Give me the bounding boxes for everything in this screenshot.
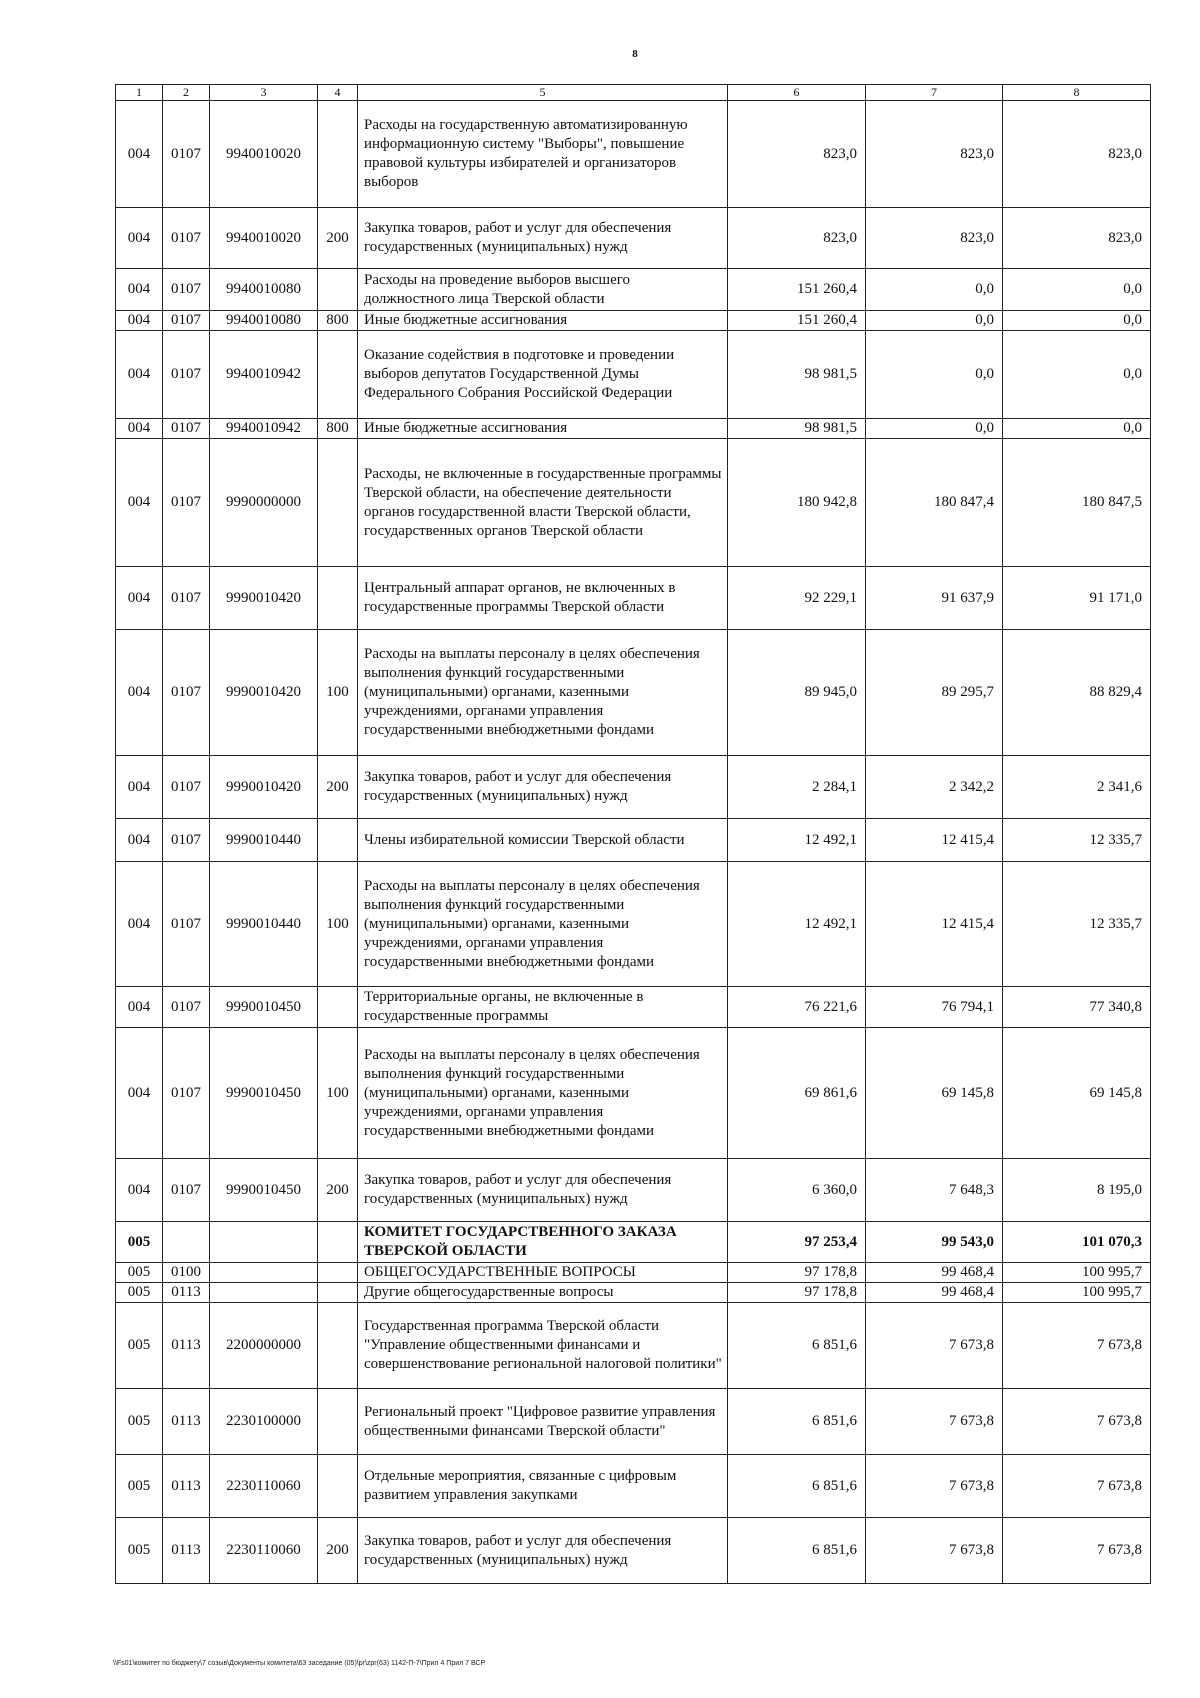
table-body <box>116 101 1151 1584</box>
description-cell: ОБЩЕГОСУДАРСТВЕННЫЕ ВОПРОСЫ <box>358 1263 728 1283</box>
table-row <box>116 756 1151 819</box>
section-code-cell: 0107 <box>163 630 210 756</box>
amount-year2-cell: 0,0 <box>866 331 1003 419</box>
section-code-cell: 0107 <box>163 439 210 567</box>
description-cell: Отдельные мероприятия, связанные с цифровым развитием управления закупками <box>358 1455 728 1518</box>
target-article-cell: 9990010450 <box>210 1028 318 1159</box>
expense-type-cell: 800 <box>318 419 358 439</box>
section-code-cell: 0107 <box>163 331 210 419</box>
ministry-code-cell: 004 <box>116 1028 163 1159</box>
target-article-cell: 9940010020 <box>210 208 318 269</box>
table-row <box>116 1263 1151 1283</box>
description-cell: Закупка товаров, работ и услуг для обеспечения государственных (муниципальных) нужд <box>358 1159 728 1222</box>
target-article-cell: 2230110060 <box>210 1455 318 1518</box>
ministry-code-cell: 004 <box>116 331 163 419</box>
expense-type-cell: 200 <box>318 1518 358 1584</box>
table-row <box>116 819 1151 862</box>
table-row <box>116 1159 1151 1222</box>
target-article-cell: 9990010450 <box>210 987 318 1028</box>
ministry-code-cell: 004 <box>116 419 163 439</box>
ministry-code-cell: 005 <box>116 1222 163 1263</box>
expense-type-cell: 200 <box>318 1159 358 1222</box>
amount-year3-cell: 88 829,4 <box>1003 630 1151 756</box>
expense-type-cell: 100 <box>318 1028 358 1159</box>
amount-year3-cell: 2 341,6 <box>1003 756 1151 819</box>
amount-year1-cell: 97 253,4 <box>728 1222 866 1263</box>
section-code-cell: 0113 <box>163 1303 210 1389</box>
column-header: 7 <box>866 85 1003 101</box>
amount-year3-cell: 7 673,8 <box>1003 1303 1151 1389</box>
expense-type-cell <box>318 331 358 419</box>
column-header: 3 <box>210 85 318 101</box>
ministry-code-cell: 004 <box>116 756 163 819</box>
description-cell: Другие общегосударственные вопросы <box>358 1283 728 1303</box>
amount-year1-cell: 76 221,6 <box>728 987 866 1028</box>
section-code-cell: 0107 <box>163 269 210 311</box>
table-row <box>116 1283 1151 1303</box>
section-code-cell: 0113 <box>163 1283 210 1303</box>
target-article-cell: 9990010440 <box>210 819 318 862</box>
ministry-code-cell: 004 <box>116 311 163 331</box>
table-row <box>116 331 1151 419</box>
amount-year1-cell: 180 942,8 <box>728 439 866 567</box>
target-article-cell: 9990010420 <box>210 567 318 630</box>
section-code-cell <box>163 1222 210 1263</box>
amount-year2-cell: 7 648,3 <box>866 1159 1003 1222</box>
amount-year2-cell: 180 847,4 <box>866 439 1003 567</box>
page-number: 8 <box>632 48 638 60</box>
table-row <box>116 1303 1151 1389</box>
description-cell: Закупка товаров, работ и услуг для обеспечения государственных (муниципальных) нужд <box>358 208 728 269</box>
expense-type-cell <box>318 1283 358 1303</box>
amount-year1-cell: 6 851,6 <box>728 1455 866 1518</box>
section-code-cell: 0107 <box>163 567 210 630</box>
amount-year3-cell: 91 171,0 <box>1003 567 1151 630</box>
description-cell: Расходы на выплаты персоналу в целях обеспечения выполнения функций государственными (муниципальными) органами, казенными учреждениями, органами управления государственными внебюджетными фондами <box>358 862 728 987</box>
description-cell: Иные бюджетные ассигнования <box>358 419 728 439</box>
amount-year1-cell: 89 945,0 <box>728 630 866 756</box>
expense-type-cell <box>318 1263 358 1283</box>
section-code-cell: 0107 <box>163 311 210 331</box>
description-cell: Члены избирательной комиссии Тверской области <box>358 819 728 862</box>
amount-year2-cell: 7 673,8 <box>866 1518 1003 1584</box>
amount-year3-cell: 100 995,7 <box>1003 1283 1151 1303</box>
expense-type-cell: 200 <box>318 756 358 819</box>
target-article-cell: 2230100000 <box>210 1389 318 1455</box>
column-header: 4 <box>318 85 358 101</box>
amount-year2-cell: 7 673,8 <box>866 1389 1003 1455</box>
target-article-cell: 9940010942 <box>210 331 318 419</box>
amount-year1-cell: 6 851,6 <box>728 1518 866 1584</box>
expense-type-cell <box>318 1222 358 1263</box>
amount-year2-cell: 0,0 <box>866 419 1003 439</box>
table-row <box>116 208 1151 269</box>
section-code-cell: 0107 <box>163 819 210 862</box>
table-row <box>116 311 1151 331</box>
ministry-code-cell: 005 <box>116 1283 163 1303</box>
description-cell: Расходы на выплаты персоналу в целях обеспечения выполнения функций государственными (муниципальными) органами, казенными учреждениями, органами управления государственными внебюджетными фондами <box>358 630 728 756</box>
amount-year1-cell: 2 284,1 <box>728 756 866 819</box>
amount-year3-cell: 12 335,7 <box>1003 819 1151 862</box>
amount-year3-cell: 77 340,8 <box>1003 987 1151 1028</box>
amount-year2-cell: 89 295,7 <box>866 630 1003 756</box>
section-code-cell: 0107 <box>163 419 210 439</box>
amount-year1-cell: 6 851,6 <box>728 1389 866 1455</box>
amount-year2-cell: 0,0 <box>866 311 1003 331</box>
amount-year3-cell: 0,0 <box>1003 331 1151 419</box>
section-code-cell: 0107 <box>163 862 210 987</box>
table-row <box>116 567 1151 630</box>
table-row <box>116 862 1151 987</box>
target-article-cell: 2200000000 <box>210 1303 318 1389</box>
section-code-cell: 0107 <box>163 987 210 1028</box>
section-code-cell: 0100 <box>163 1263 210 1283</box>
amount-year3-cell: 0,0 <box>1003 311 1151 331</box>
target-article-cell: 9990010420 <box>210 756 318 819</box>
column-header: 1 <box>116 85 163 101</box>
amount-year1-cell: 69 861,6 <box>728 1028 866 1159</box>
amount-year1-cell: 6 851,6 <box>728 1303 866 1389</box>
expense-type-cell: 200 <box>318 208 358 269</box>
amount-year3-cell: 100 995,7 <box>1003 1263 1151 1283</box>
amount-year2-cell: 823,0 <box>866 208 1003 269</box>
amount-year1-cell: 92 229,1 <box>728 567 866 630</box>
amount-year2-cell: 12 415,4 <box>866 819 1003 862</box>
amount-year3-cell: 12 335,7 <box>1003 862 1151 987</box>
expense-type-cell <box>318 101 358 208</box>
target-article-cell: 9940010020 <box>210 101 318 208</box>
amount-year3-cell: 7 673,8 <box>1003 1518 1151 1584</box>
ministry-code-cell: 005 <box>116 1455 163 1518</box>
ministry-code-cell: 004 <box>116 567 163 630</box>
target-article-cell <box>210 1283 318 1303</box>
amount-year2-cell: 823,0 <box>866 101 1003 208</box>
amount-year2-cell: 99 543,0 <box>866 1222 1003 1263</box>
table-row <box>116 101 1151 208</box>
amount-year2-cell: 76 794,1 <box>866 987 1003 1028</box>
description-cell: Расходы на выплаты персоналу в целях обеспечения выполнения функций государственными (муниципальными) органами, казенными учреждениями, органами управления государственными внебюджетными фондами <box>358 1028 728 1159</box>
section-code-cell: 0107 <box>163 1028 210 1159</box>
ministry-code-cell: 004 <box>116 862 163 987</box>
amount-year1-cell: 98 981,5 <box>728 331 866 419</box>
amount-year3-cell: 0,0 <box>1003 269 1151 311</box>
amount-year2-cell: 99 468,4 <box>866 1283 1003 1303</box>
target-article-cell: 9990010420 <box>210 630 318 756</box>
target-article-cell: 9990010450 <box>210 1159 318 1222</box>
amount-year3-cell: 180 847,5 <box>1003 439 1151 567</box>
amount-year3-cell: 823,0 <box>1003 208 1151 269</box>
amount-year1-cell: 97 178,8 <box>728 1283 866 1303</box>
target-article-cell: 9940010080 <box>210 311 318 331</box>
ministry-code-cell: 005 <box>116 1389 163 1455</box>
amount-year1-cell: 12 492,1 <box>728 819 866 862</box>
table-row <box>116 1389 1151 1455</box>
ministry-code-cell: 004 <box>116 630 163 756</box>
expense-type-cell <box>318 819 358 862</box>
amount-year3-cell: 7 673,8 <box>1003 1455 1151 1518</box>
target-article-cell <box>210 1263 318 1283</box>
column-header: 2 <box>163 85 210 101</box>
table-row <box>116 630 1151 756</box>
description-cell: Расходы на проведение выборов высшего должностного лица Тверской области <box>358 269 728 311</box>
description-cell: Центральный аппарат органов, не включенных в государственные программы Тверской области <box>358 567 728 630</box>
table-row <box>116 439 1151 567</box>
amount-year1-cell: 98 981,5 <box>728 419 866 439</box>
column-number-row <box>116 85 1151 101</box>
column-header: 8 <box>1003 85 1151 101</box>
section-code-cell: 0113 <box>163 1389 210 1455</box>
target-article-cell <box>210 1222 318 1263</box>
ministry-code-cell: 004 <box>116 987 163 1028</box>
amount-year3-cell: 8 195,0 <box>1003 1159 1151 1222</box>
amount-year2-cell: 7 673,8 <box>866 1303 1003 1389</box>
section-code-cell: 0113 <box>163 1518 210 1584</box>
ministry-code-cell: 004 <box>116 269 163 311</box>
expense-type-cell: 100 <box>318 862 358 987</box>
table-row <box>116 1455 1151 1518</box>
target-article-cell: 9990010440 <box>210 862 318 987</box>
expense-type-cell: 800 <box>318 311 358 331</box>
amount-year2-cell: 7 673,8 <box>866 1455 1003 1518</box>
expense-type-cell <box>318 1303 358 1389</box>
expense-type-cell: 100 <box>318 630 358 756</box>
file-path-footer: \\Fs01\комитет по бюджету\7 созыв\Документы комитета\63 заседание (05)\pr\zpr(63) 1142-П-7\Прил 4 Прил 7 ВСР <box>113 1660 486 1667</box>
column-header: 6 <box>728 85 866 101</box>
amount-year3-cell: 823,0 <box>1003 101 1151 208</box>
amount-year1-cell: 6 360,0 <box>728 1159 866 1222</box>
amount-year3-cell: 69 145,8 <box>1003 1028 1151 1159</box>
description-cell: Закупка товаров, работ и услуг для обеспечения государственных (муниципальных) нужд <box>358 1518 728 1584</box>
amount-year2-cell: 69 145,8 <box>866 1028 1003 1159</box>
expense-type-cell <box>318 439 358 567</box>
ministry-code-cell: 004 <box>116 208 163 269</box>
ministry-code-cell: 004 <box>116 101 163 208</box>
description-cell: Расходы, не включенные в государственные программы Тверской области, на обеспечение деятельности органов государственной власти Тверской области, государственных органов Тверской области <box>358 439 728 567</box>
description-cell: КОМИТЕТ ГОСУДАРСТВЕННОГО ЗАКАЗА ТВЕРСКОЙ ОБЛАСТИ <box>358 1222 728 1263</box>
amount-year1-cell: 823,0 <box>728 208 866 269</box>
ministry-code-cell: 005 <box>116 1303 163 1389</box>
table-row <box>116 1028 1151 1159</box>
amount-year1-cell: 97 178,8 <box>728 1263 866 1283</box>
target-article-cell: 9940010942 <box>210 419 318 439</box>
target-article-cell: 9990000000 <box>210 439 318 567</box>
table-row <box>116 1222 1151 1263</box>
ministry-code-cell: 004 <box>116 1159 163 1222</box>
budget-table-container <box>115 84 1150 1584</box>
section-code-cell: 0113 <box>163 1455 210 1518</box>
ministry-code-cell: 004 <box>116 819 163 862</box>
description-cell: Расходы на государственную автоматизированную информационную систему "Выборы", повышение правовой культуры избирателей и организаторов выборов <box>358 101 728 208</box>
table-row <box>116 1518 1151 1584</box>
column-header: 5 <box>358 85 728 101</box>
table-row <box>116 987 1151 1028</box>
amount-year3-cell: 0,0 <box>1003 419 1151 439</box>
ministry-code-cell: 004 <box>116 439 163 567</box>
amount-year2-cell: 0,0 <box>866 269 1003 311</box>
description-cell: Региональный проект "Цифровое развитие управления общественными финансами Тверской области" <box>358 1389 728 1455</box>
expense-type-cell <box>318 567 358 630</box>
description-cell: Оказание содействия в подготовке и проведении выборов депутатов Государственной Думы Федерального Собрания Российской Федерации <box>358 331 728 419</box>
budget-table <box>115 84 1151 1584</box>
table-row <box>116 419 1151 439</box>
amount-year1-cell: 12 492,1 <box>728 862 866 987</box>
description-cell: Иные бюджетные ассигнования <box>358 311 728 331</box>
amount-year2-cell: 12 415,4 <box>866 862 1003 987</box>
amount-year2-cell: 91 637,9 <box>866 567 1003 630</box>
expense-type-cell <box>318 1389 358 1455</box>
ministry-code-cell: 005 <box>116 1518 163 1584</box>
section-code-cell: 0107 <box>163 208 210 269</box>
expense-type-cell <box>318 987 358 1028</box>
section-code-cell: 0107 <box>163 101 210 208</box>
amount-year1-cell: 151 260,4 <box>728 311 866 331</box>
description-cell: Территориальные органы, не включенные в государственные программы <box>358 987 728 1028</box>
target-article-cell: 9940010080 <box>210 269 318 311</box>
expense-type-cell <box>318 269 358 311</box>
table-row <box>116 269 1151 311</box>
amount-year1-cell: 151 260,4 <box>728 269 866 311</box>
amount-year2-cell: 2 342,2 <box>866 756 1003 819</box>
ministry-code-cell: 005 <box>116 1263 163 1283</box>
section-code-cell: 0107 <box>163 756 210 819</box>
target-article-cell: 2230110060 <box>210 1518 318 1584</box>
section-code-cell: 0107 <box>163 1159 210 1222</box>
amount-year1-cell: 823,0 <box>728 101 866 208</box>
expense-type-cell <box>318 1455 358 1518</box>
amount-year3-cell: 7 673,8 <box>1003 1389 1151 1455</box>
amount-year3-cell: 101 070,3 <box>1003 1222 1151 1263</box>
description-cell: Государственная программа Тверской области "Управление общественными финансами и совершенствование региональной налоговой политики" <box>358 1303 728 1389</box>
description-cell: Закупка товаров, работ и услуг для обеспечения государственных (муниципальных) нужд <box>358 756 728 819</box>
amount-year2-cell: 99 468,4 <box>866 1263 1003 1283</box>
